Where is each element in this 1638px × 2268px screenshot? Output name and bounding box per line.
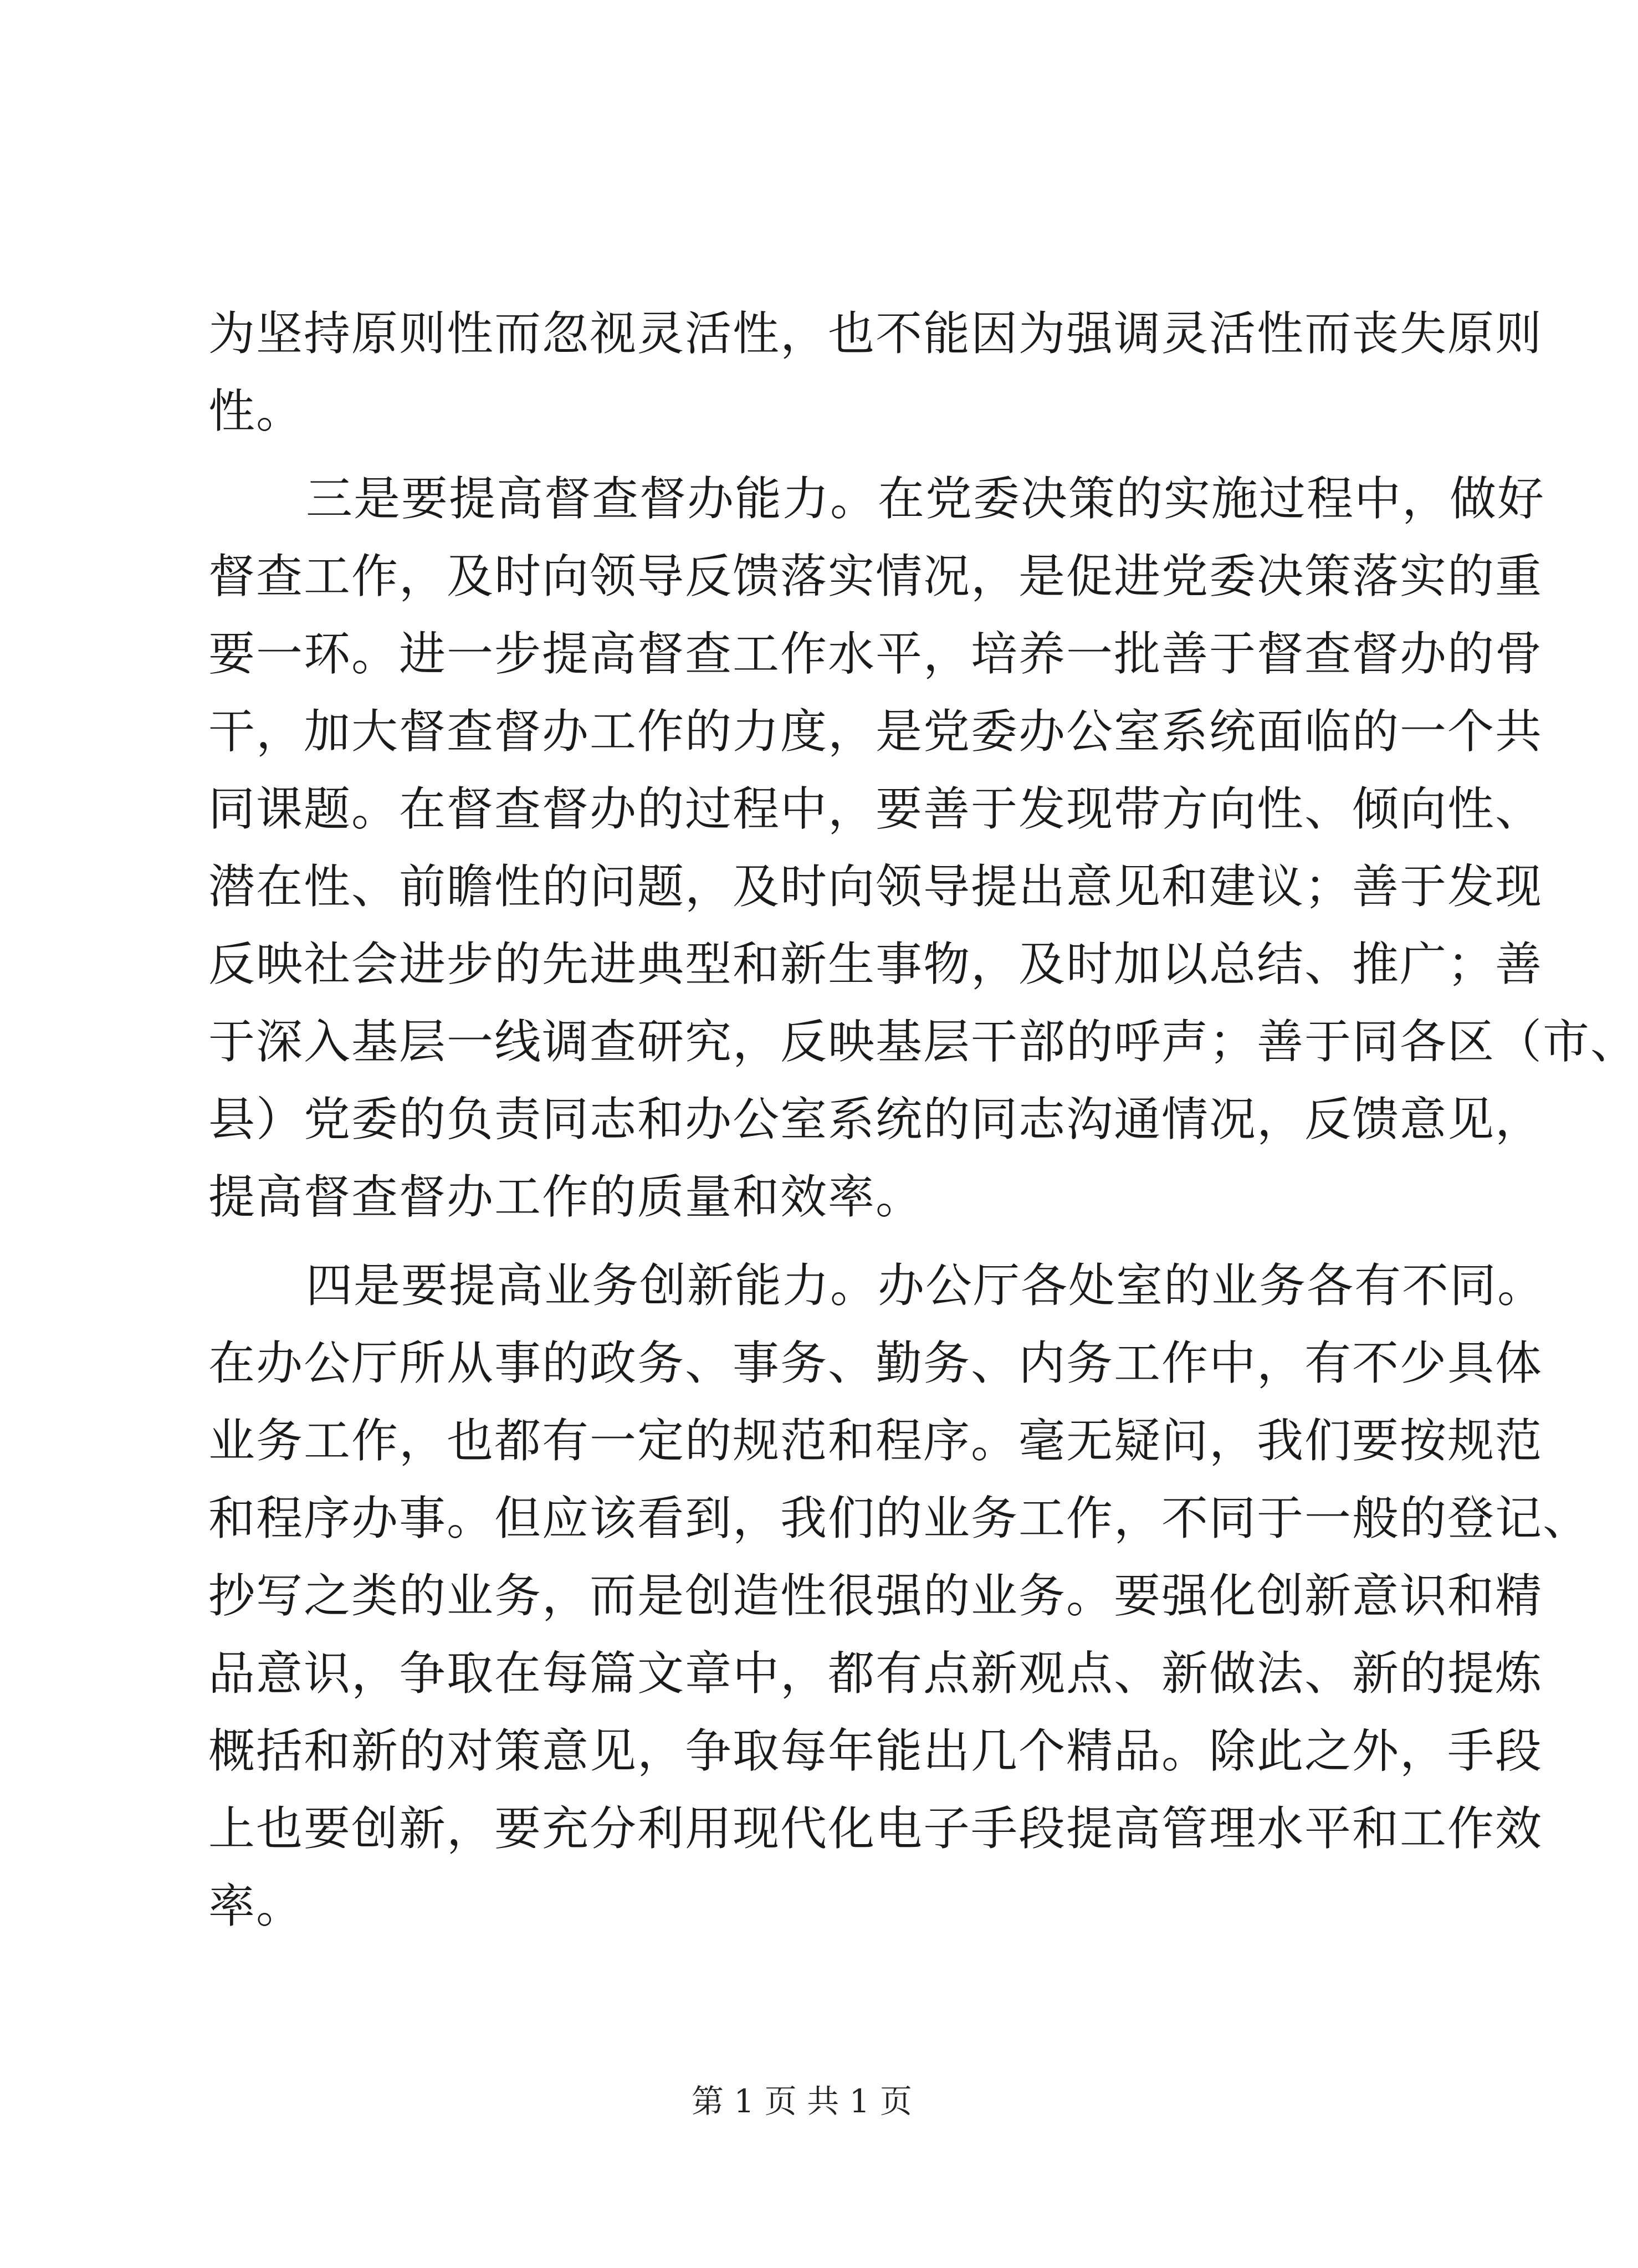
- paragraph-2-line-8: 于深入基层一线调查研究，反映基层干部的呼声；善于同各区（市、: [208, 1015, 1638, 1069]
- paragraph-2-line-4: 干，加大督查督办工作的力度，是党委办公室系统面临的一个共: [208, 704, 1543, 759]
- paragraph-2-line-10: 提高督查督办工作的质量和效率。: [208, 1170, 924, 1224]
- paragraph-3-line-8: 上也要创新，要充分利用现代化电子手段提高管理水平和工作效: [208, 1801, 1543, 1856]
- paragraph-2-line-6: 潜在性、前瞻性的问题，及时向领导提出意见和建议；善于发现: [208, 859, 1543, 914]
- paragraph-2-line-5: 同课题。在督查督办的过程中，要善于发现带方向性、倾向性、: [208, 782, 1543, 836]
- paragraph-3-line-5: 抄写之类的业务，而是创造性很强的业务。要强化创新意识和精: [208, 1569, 1543, 1623]
- paragraph-3-line-7: 概括和新的对策意见，争取每年能出几个精品。除此之外，手段: [208, 1724, 1543, 1778]
- paragraph-1-line-1: 为坚持原则性而忽视灵活性，也不能因为强调灵活性而丧失原则: [208, 306, 1543, 361]
- paragraph-1-line-2: 性。: [208, 384, 304, 438]
- paragraph-3-line-6: 品意识，争取在每篇文章中，都有点新观点、新做法、新的提炼: [208, 1646, 1543, 1701]
- paragraph-3-line-1: 四是要提高业务创新能力。办公厅各处室的业务各有不同。: [306, 1258, 1545, 1313]
- paragraph-3-line-2: 在办公厅所从事的政务、事务、勤务、内务工作中，有不少具体: [208, 1336, 1543, 1390]
- paragraph-3-line-9: 率。: [208, 1879, 304, 1933]
- page-number-footer: 第 1 页 共 1 页: [692, 2082, 912, 2120]
- paragraph-2-line-3: 要一环。进一步提高督查工作水平，培养一批善于督查督办的骨: [208, 627, 1543, 681]
- paragraph-3-line-3: 业务工作，也都有一定的规范和程序。毫无疑问，我们要按规范: [208, 1414, 1543, 1468]
- paragraph-2-line-1: 三是要提高督查督办能力。在党委决策的实施过程中，做好: [306, 472, 1545, 526]
- paragraph-2-line-9: 县）党委的负责同志和办公室系统的同志沟通情况，反馈意见，: [208, 1092, 1543, 1146]
- paragraph-2-line-7: 反映社会进步的先进典型和新生事物，及时加以总结、推广；善: [208, 937, 1543, 991]
- paragraph-2-line-2: 督查工作，及时向领导反馈落实情况，是促进党委决策落实的重: [208, 549, 1543, 603]
- paragraph-3-line-4: 和程序办事。但应该看到，我们的业务工作，不同于一般的登记、: [208, 1491, 1591, 1545]
